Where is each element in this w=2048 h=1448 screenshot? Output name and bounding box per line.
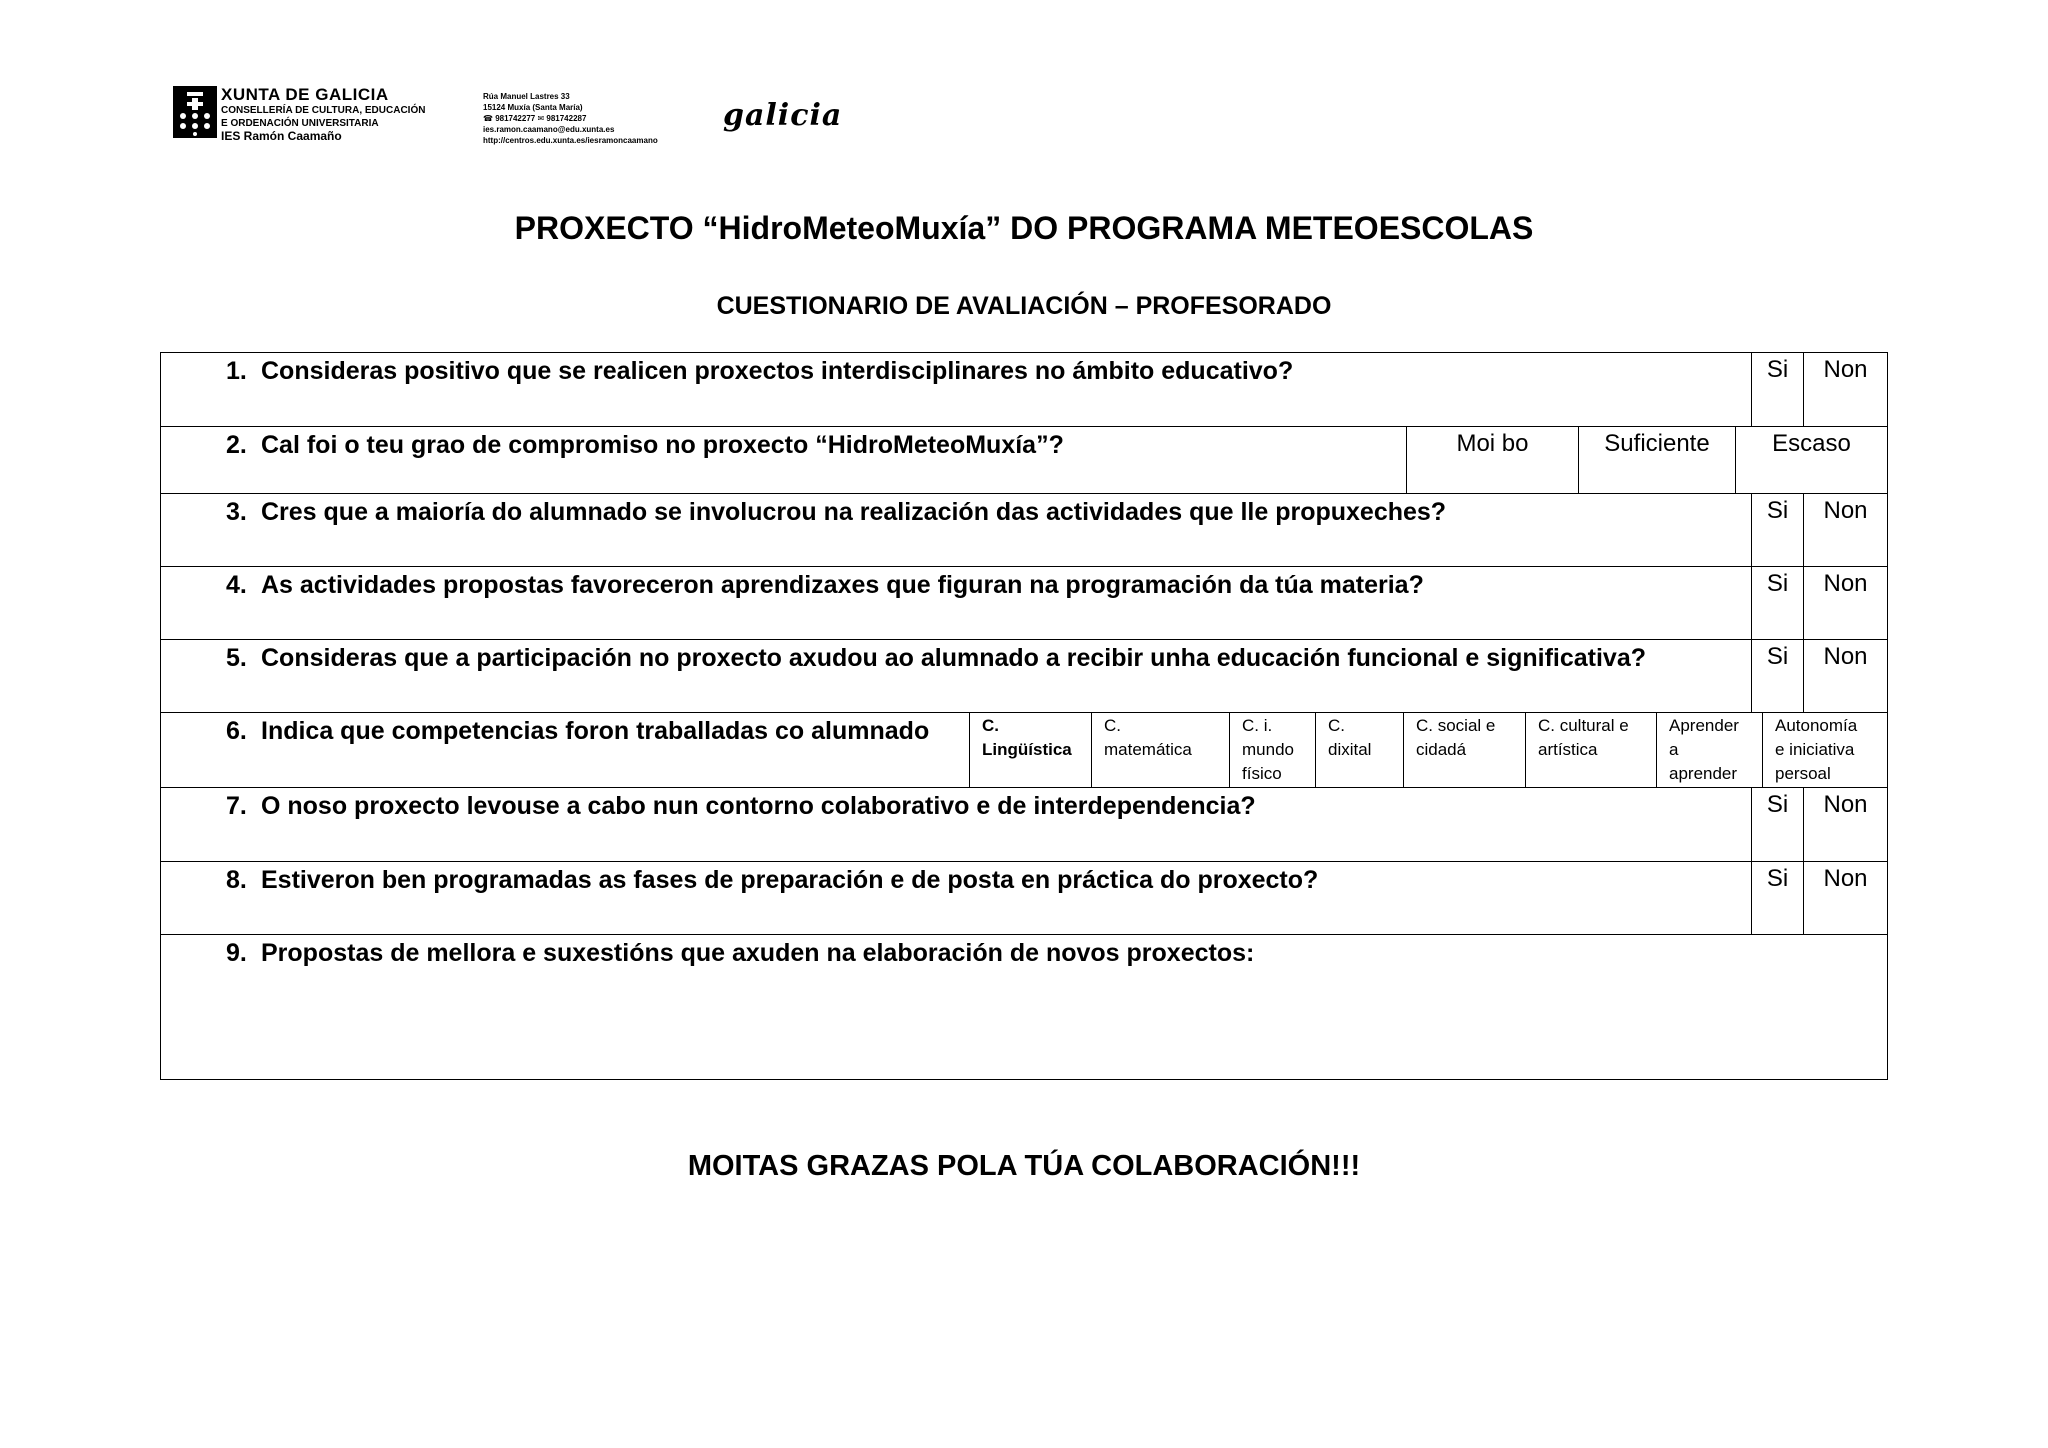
address-line: ies.ramon.caamano@edu.xunta.es xyxy=(483,125,615,134)
question-number: 5. xyxy=(226,644,247,672)
question-row xyxy=(160,352,1888,427)
question-text xyxy=(226,644,1646,673)
answer-option-non[interactable]: Non xyxy=(1803,788,1887,861)
competency-label-line: C. xyxy=(982,716,999,735)
question-text xyxy=(226,939,1254,968)
answer-option-non[interactable]: Non xyxy=(1803,862,1887,934)
question-row xyxy=(160,493,1888,567)
competency-option[interactable] xyxy=(1229,713,1315,787)
competency-label-line: C. i. xyxy=(1242,716,1273,735)
question-row xyxy=(160,861,1888,935)
question-number: 8. xyxy=(226,866,247,894)
competency-label-line: matemática xyxy=(1104,740,1192,759)
department-line-1: CONSELLERÍA DE CULTURA, EDUCACIÓN xyxy=(221,105,426,116)
school-address xyxy=(483,91,723,146)
question-text xyxy=(226,431,1064,460)
competency-option[interactable] xyxy=(1403,713,1525,787)
question-row xyxy=(160,639,1888,713)
competency-label-line: físico xyxy=(1242,764,1282,783)
question-label: Consideras que a participación no proxecto axudou ao alumnado a recibir unha educación funcional e significativa? xyxy=(261,644,1647,672)
answer-option-si[interactable]: Si xyxy=(1751,494,1803,566)
answer-option-si[interactable]: Si xyxy=(1751,353,1803,426)
competency-option[interactable] xyxy=(1091,713,1229,787)
competency-label-line: dixital xyxy=(1328,740,1372,759)
answer-option-suficiente[interactable]: Suficiente xyxy=(1578,427,1735,493)
question-row xyxy=(160,566,1888,640)
org-name: XUNTA DE GALICIA xyxy=(221,85,389,104)
galicia-logo: galicia xyxy=(723,98,843,133)
answer-option-si[interactable]: Si xyxy=(1751,862,1803,934)
competency-label-line: C. xyxy=(1104,716,1121,735)
question-number: 6. xyxy=(226,717,247,745)
galicia-crest-icon xyxy=(173,86,217,138)
competency-label-line: C. social e xyxy=(1416,716,1496,735)
question-text xyxy=(226,571,1424,600)
competency-label-line: mundo xyxy=(1242,740,1294,759)
competency-label-line: artística xyxy=(1538,740,1598,759)
answer-option-si[interactable]: Si xyxy=(1751,788,1803,861)
question-text xyxy=(226,717,929,746)
question-label: O noso proxecto levouse a cabo nun contorno colaborativo e de interdependencia? xyxy=(261,792,1256,820)
page-title: PROXECTO “HidroMeteoMuxía” DO PROGRAMA METEOESCOLAS xyxy=(514,210,1534,246)
answer-option-si[interactable]: Si xyxy=(1751,640,1803,712)
competency-label-line: C. xyxy=(1328,716,1345,735)
closing-message: MOITAS GRAZAS POLA TÚA COLABORACIÓN!!! xyxy=(687,1150,1361,1182)
page-subtitle: CUESTIONARIO DE AVALIACIÓN – PROFESORADO xyxy=(716,292,1332,320)
school-name: IES Ramón Caamaño xyxy=(221,129,342,143)
question-number: 4. xyxy=(226,571,247,599)
question-text xyxy=(226,866,1318,895)
competency-label-line: Lingüística xyxy=(982,740,1072,759)
competency-label-line: aprender xyxy=(1669,764,1738,783)
question-label: Indica que competencias foron traballadas co alumnado xyxy=(261,717,930,745)
question-row xyxy=(160,712,1888,788)
address-line: Rúa Manuel Lastres 33 xyxy=(483,92,570,101)
question-label: As actividades propostas favoreceron aprendizaxes que figuran na programación da túa materia? xyxy=(261,571,1424,599)
competency-label-line: e iniciativa xyxy=(1775,740,1855,759)
question-text xyxy=(226,498,1446,527)
questionnaire-table xyxy=(160,353,1888,1080)
question-number: 9. xyxy=(226,939,247,967)
address-line: 15124 Muxía (Santa María) xyxy=(483,103,583,112)
address-line: http://centros.edu.xunta.es/iesramoncaamano xyxy=(483,136,658,145)
question-label: Estiveron ben programadas as fases de preparación e de posta en práctica do proxecto? xyxy=(261,866,1319,894)
competency-label-line: a xyxy=(1669,740,1679,759)
question-label: Propostas de mellora e suxestións que axuden na elaboración de novos proxectos: xyxy=(261,939,1255,967)
competency-option[interactable] xyxy=(1656,713,1762,787)
answer-option-escaso[interactable]: Escaso xyxy=(1735,427,1887,493)
address-line: ☎ 981742277 ✉ 981742287 xyxy=(483,114,587,123)
question-row xyxy=(160,426,1888,494)
competency-label-line: C. cultural e xyxy=(1538,716,1629,735)
competency-option[interactable] xyxy=(1762,713,1887,787)
competency-label-line: persoal xyxy=(1775,764,1831,783)
competency-label-line: cidadá xyxy=(1416,740,1467,759)
answer-option-non[interactable]: Non xyxy=(1803,640,1887,712)
question-label: Consideras positivo que se realicen proxectos interdisciplinares no ámbito educativo? xyxy=(261,357,1294,385)
department-line-2: E ORDENACIÓN UNIVERSITARIA xyxy=(221,118,379,129)
question-text xyxy=(226,792,1256,821)
suggestions-field[interactable] xyxy=(160,934,1888,1080)
question-number: 1. xyxy=(226,357,247,385)
competency-label-line: Autonomía xyxy=(1775,716,1858,735)
answer-option-non[interactable]: Non xyxy=(1803,353,1887,426)
competency-label-line: Aprender xyxy=(1669,716,1739,735)
answer-option-moi-bo[interactable]: Moi bo xyxy=(1406,427,1578,493)
question-number: 2. xyxy=(226,431,247,459)
question-label: Cal foi o teu grao de compromiso no proxecto “HidroMeteoMuxía”? xyxy=(261,431,1064,459)
question-number: 3. xyxy=(226,498,247,526)
question-label: Cres que a maioría do alumnado se involucrou na realización das actividades que lle propuxeches? xyxy=(261,498,1447,526)
question-text xyxy=(226,357,1293,386)
answer-option-non[interactable]: Non xyxy=(1803,494,1887,566)
question-row xyxy=(160,787,1888,862)
competency-option[interactable] xyxy=(969,713,1091,787)
competency-option[interactable] xyxy=(1525,713,1656,787)
answer-option-si[interactable]: Si xyxy=(1751,567,1803,639)
answer-option-non[interactable]: Non xyxy=(1803,567,1887,639)
question-number: 7. xyxy=(226,792,247,820)
competency-option[interactable] xyxy=(1315,713,1403,787)
